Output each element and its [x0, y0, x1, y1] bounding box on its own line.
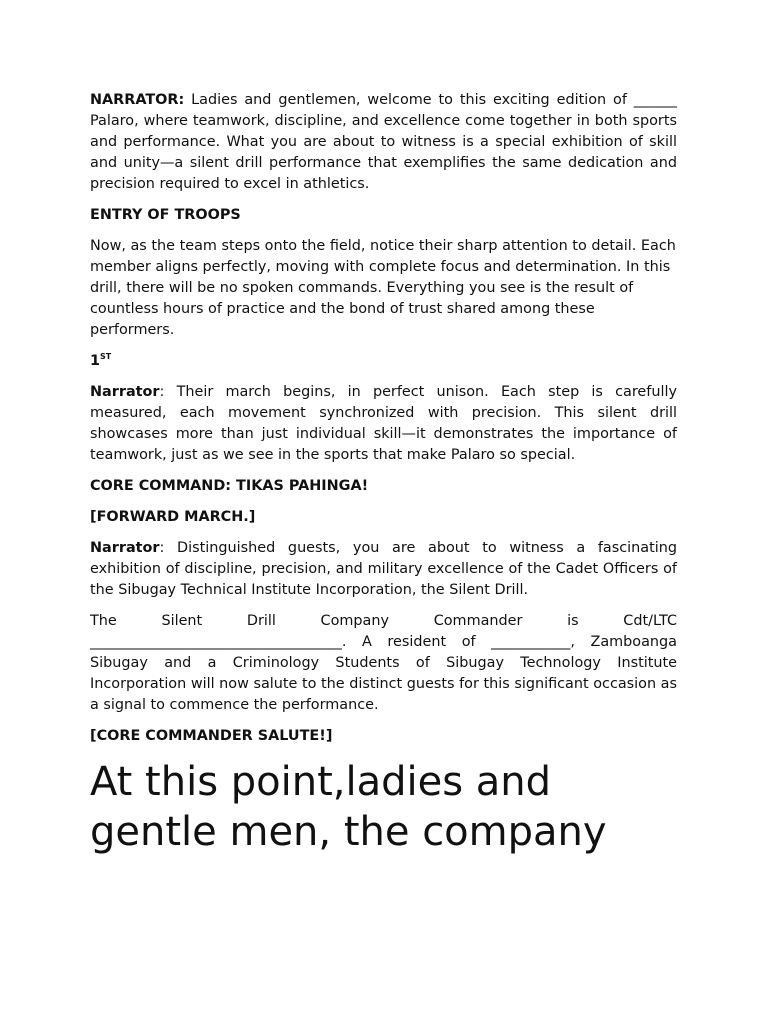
narrator-march-paragraph	[90, 382, 677, 466]
commander-text-a: The Silent Drill Company Commander is Cdt/LTC	[90, 613, 677, 629]
entry-paragraph: Now, as the team steps onto the field, notice their sharp attention to detail. Each member aligns perfectly, moving with complete focus and determination. In this drill, there will be no spoken commands. Everything you see is the result of countless hours of practice and the bond of trust shared among these performers.	[90, 238, 676, 338]
intro-text-b: Palaro, where teamwork, discipline, and excellence come together in both sports and performance. What you are about to witness is a special exhibition of skill and unity—a silent drill performance that exemplifies the same dedication and precision required to excel in athletics.	[90, 113, 677, 192]
commander-text-b: . A resident of	[341, 634, 492, 650]
narrator-intro-paragraph	[90, 90, 677, 195]
intro-text-a: Ladies and gentlemen, welcome to this exciting edition of	[184, 92, 634, 108]
commander-paragraph	[90, 611, 677, 716]
residence-blank: ___________	[491, 634, 571, 650]
guests-text: : Distinguished guests, you are about to witness a fascinating exhibition of discipline, precision, and military excellence of the Cadet Officers of the Sibugay Technical Institute Incorporation, the Silent Drill.	[90, 540, 677, 598]
narrator-guests-paragraph	[90, 538, 677, 601]
core-command-heading: CORE COMMAND: TIKAS PAHINGA!	[90, 478, 369, 494]
commander-name-blank: ___________________________________	[90, 634, 342, 650]
first-section-heading	[90, 351, 677, 372]
document-page	[90, 90, 677, 857]
narrator-label: Narrator	[90, 384, 160, 400]
forward-march-heading: [FORWARD MARCH.]	[90, 509, 256, 525]
ordinal-number: 1	[90, 353, 101, 369]
commander-text-c: , Zamboanga Sibugay and a Criminology Students of Sibugay Technology Institute Incorporation will now salute to the distinct guests for this significant occasion as a signal to commence the performance.	[90, 634, 677, 713]
narrator-label: NARRATOR:	[90, 92, 185, 108]
palaro-blank: ______	[633, 92, 677, 108]
narrator-label: Narrator	[90, 540, 160, 556]
ordinal-suffix: ST	[100, 352, 112, 361]
large-text-paragraph: At this point,ladies and gentle men, the company	[90, 759, 607, 855]
entry-of-troops-heading: ENTRY OF TROOPS	[90, 207, 241, 223]
commander-salute-heading: [CORE COMMANDER SALUTE!]	[90, 728, 333, 744]
march-text: : Their march begins, in perfect unison. Each step is carefully measured, each movement synchronized with precision. This silent drill showcases more than just individual skill—it demonstrates the importance of teamwork, just as we see in the sports that make Palaro so special.	[90, 384, 677, 463]
